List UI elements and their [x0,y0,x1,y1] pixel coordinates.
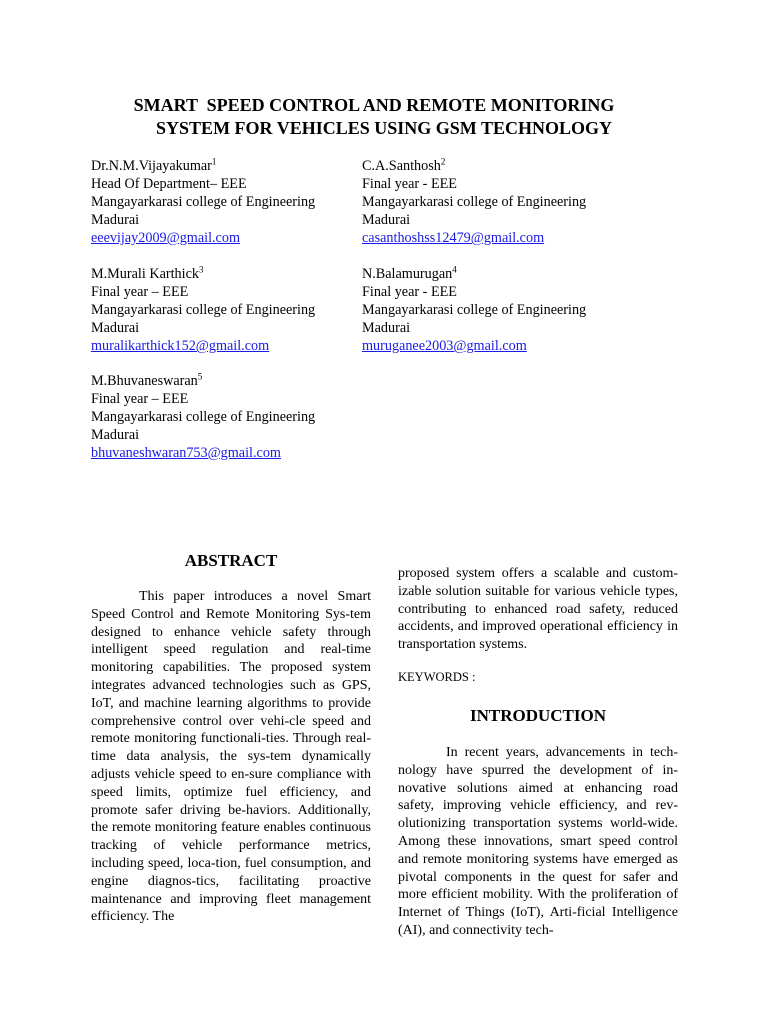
author-role: Final year – EEE [91,391,189,407]
author-number: 1 [211,156,217,167]
author-name: M.Bhuvaneswaran [91,373,198,389]
abstract-continued-column [398,565,678,654]
author-block-2 [362,157,586,247]
title-line-2: SYSTEM FOR VEHICLES USING GSM TECHNOLOGY [156,118,612,138]
author-block-4 [362,265,586,355]
paper-title [0,94,768,140]
author-number: 3 [198,264,204,275]
author-role: Final year - EEE [362,176,457,192]
author-city: Madurai [362,212,411,228]
introduction-body: In recent years, advancements in tech-nology have spurred the development of in-novative solutions aimed at enhancing road safety, improving vehicle efficiency, and rev-olutionizing transportation systems world-wide. Among these innovations, smart speed control and remote monitoring systems have emerged as pivotal components in the quest for safer and more efficient mobility. With the proliferation of Internet of Things (IoT), Arti-ficial Intelligence (AI), and connectivity tech- [398,745,678,938]
author-number: 4 [452,264,457,275]
keywords-label: KEYWORDS : [398,670,476,684]
author-college: Mangayarkarasi college of Engineering [362,302,587,318]
author-city: Madurai [91,427,140,443]
author-email-link[interactable]: eeevijay2009@gmail.com [91,230,240,246]
author-email-link[interactable]: casanthoshss12479@gmail.com [362,230,545,246]
author-block-3 [91,265,315,355]
author-college: Mangayarkarasi college of Engineering [91,302,316,318]
author-block-1 [91,157,315,247]
author-name: M.Murali Karthick [91,266,199,282]
author-name: Dr.N.M.Vijayakumar [91,158,212,174]
author-email-link[interactable]: muruganee2003@gmail.com [362,338,527,354]
author-city: Madurai [362,320,411,336]
author-role: Head Of Department– EEE [91,176,247,192]
introduction-column [398,744,678,940]
abstract-continued: proposed system offers a scalable and custom-izable solution suitable for various vehicle types, contributing to enhanced road safety, reduced accidents, and improved operational efficiency in transportation systems. [398,566,678,653]
author-number: 2 [440,156,446,167]
author-city: Madurai [91,212,140,228]
author-email-link[interactable]: muralikarthick152@gmail.com [91,338,270,354]
author-role: Final year - EEE [362,284,457,300]
author-college: Mangayarkarasi college of Engineering [362,194,587,210]
author-name: N.Balamurugan [362,266,453,282]
author-college: Mangayarkarasi college of Engineering [91,194,316,210]
abstract-body: This paper introduces a novel Smart Speed Control and Remote Monitoring Sys-tem designed to enhance vehicle safety through intelligent speed regulation and real-time monitoring capabilities. The proposed system integrates advanced technologies such as GPS, IoT, and machine learning algorithms to provide comprehensive control over vehi-cle speed and remote monitoring functionali-ties. Through real-time data analysis, the sys-tem dynamically adjusts vehicle speed to en-sure compliance with speed limits, optimize fuel efficiency, and promote safer driving be-haviors. Additionally, the remote monitoring feature enables continuous tracking of vehicle performance metrics, including speed, loca-tion, fuel consumption, and engine diagnos-tics, facilitating proactive maintenance and improving fleet management efficiency. The [91,589,371,925]
abstract-column [91,588,371,926]
abstract-heading: ABSTRACT [184,551,278,570]
author-block-5 [91,372,315,462]
author-college: Mangayarkarasi college of Engineering [91,409,316,425]
author-email-link[interactable]: bhuvaneshwaran753@gmail.com [91,445,281,461]
author-role: Final year – EEE [91,284,189,300]
introduction-heading: INTRODUCTION [469,706,607,725]
title-line-1: SMART SPEED CONTROL AND REMOTE MONITORING [133,95,615,115]
author-city: Madurai [91,320,140,336]
author-number: 5 [197,371,203,382]
author-name: C.A.Santhosh [362,158,441,174]
